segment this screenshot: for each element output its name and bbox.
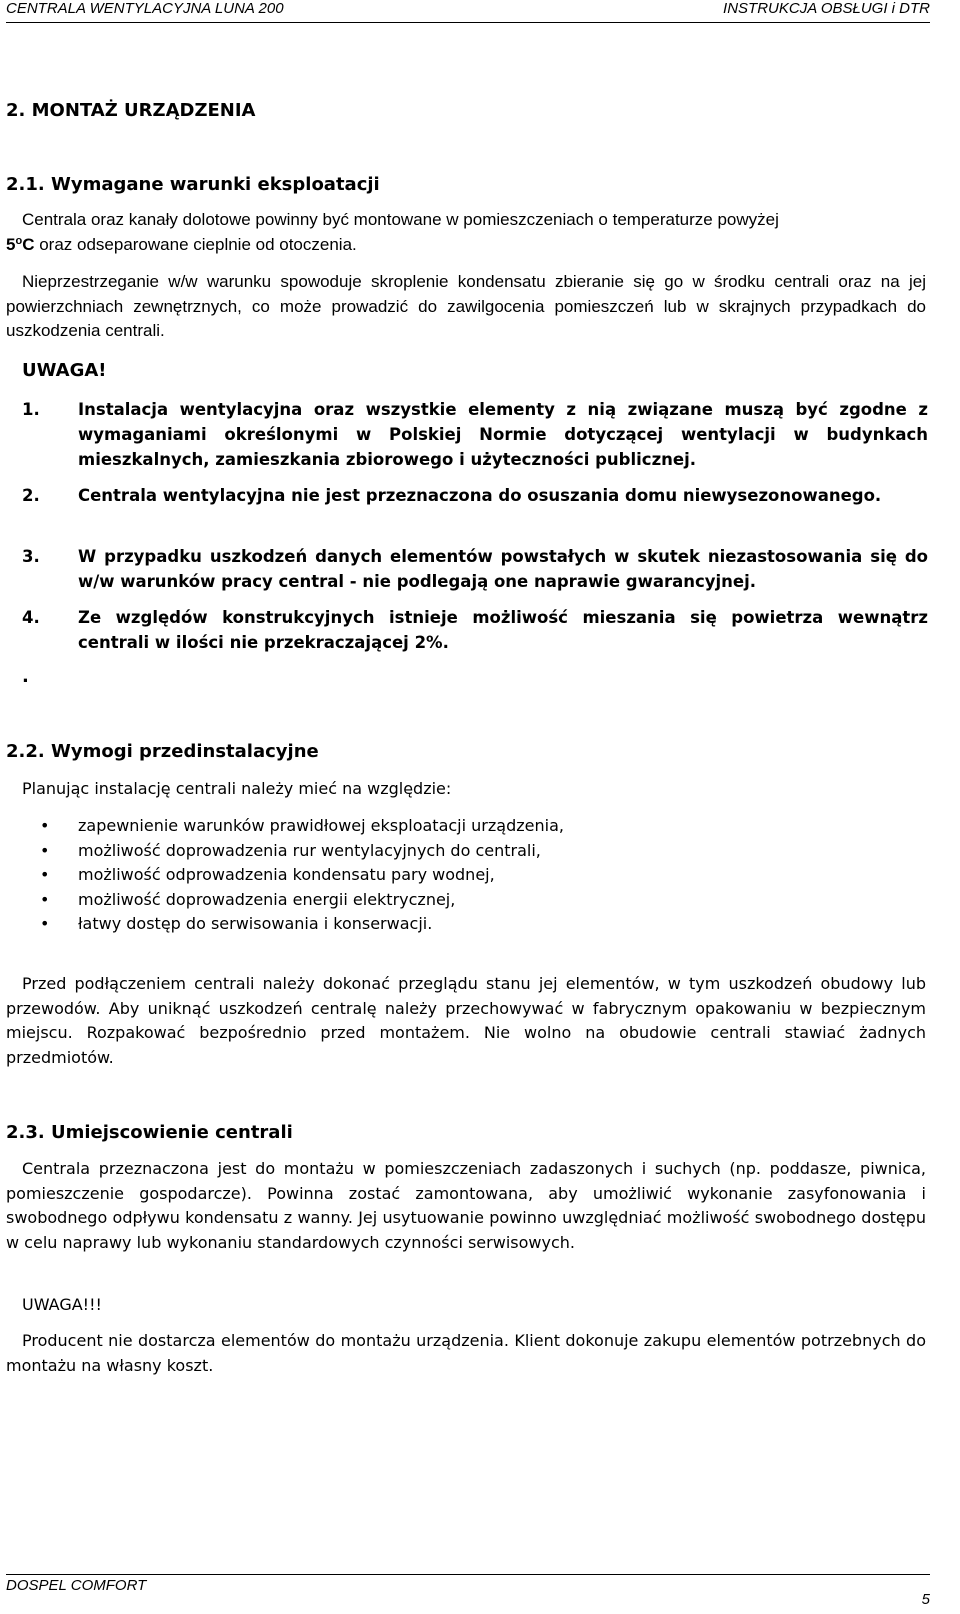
paragraph-producer-note: Producent nie dostarcza elementów do montażu urządzenia. Klient dokonuje zakupu elementów potrzebnych do montażu na własny koszt. [6, 1331, 926, 1375]
bullet-glyph: • [40, 816, 50, 835]
bullet-glyph: • [40, 840, 50, 860]
warning-item [22, 397, 928, 472]
list-item-text: możliwość doprowadzenia energii elektrycznej, [78, 889, 456, 909]
stray-dot: . [22, 666, 29, 687]
degree-sign: o [15, 235, 23, 247]
warning-text: Instalacja wentylacyjna oraz wszystkie elementy z nią związane muszą być zgodne z wymaganiami określonymi w Polskiej Normie dotyczącej wentylacji w budynkach mieszkalnych, zamieszkania zbiorowego i użyteczności publicznej. [78, 400, 928, 469]
warning-number: 3. [22, 547, 40, 566]
paragraph-placement: Centrala przeznaczona jest do montażu w pomieszczeniach zadaszonych i suchych (np. poddasze, piwnica, pomieszczenie gospodarcze). Powinna zostać zamontowana, aby umożliwić wykonanie zasyfonowania i swobodnego odpływu kondensatu z wanny. Jej usytuowanie powinno uwzględniać możliwość swobodnego dostępu w celu naprawy lub wykonaniu standardowych czynności serwisowych. [6, 1159, 926, 1252]
warning-item [22, 483, 928, 508]
list-item-text: łatwy dostęp do serwisowania i konserwacji. [78, 914, 433, 933]
paragraph-inspection: Przed podłączeniem centrali należy dokonać przeglądu stanu jej elementów, w tym uszkodzeń obudowy lub przewodów. Aby uniknąć uszkodzeń centralę należy przechowywać w fabrycznym opakowaniu w bezpiecznym miejscu. Rozpakować bezpośrednio przed montażem. Nie wolno na obudowie centrali stawiać żadnych przedmiotów. [6, 974, 926, 1067]
header-product-name: CENTRALA WENTYLACYJNA LUNA 200 [6, 0, 284, 17]
temperature-rest: oraz odseparowane cieplnie od otoczenia. [34, 235, 357, 254]
warning-text: W przypadku uszkodzeń danych elementów powstałych w skutek niezastosowania się do w/w warunków pracy central - nie podlegają one naprawie gwarancyjnej. [78, 547, 928, 591]
warning-title: UWAGA! [22, 360, 107, 381]
warning-number: 1. [22, 400, 40, 419]
subsection-title-wymogi: 2.2. Wymogi przedinstalacyjne [6, 741, 319, 762]
page-number: 5 [921, 1591, 930, 1608]
page-footer [6, 1574, 930, 1611]
list-item-text: zapewnienie warunków prawidłowej eksploatacji urządzenia, [78, 816, 564, 835]
warning-text: Centrala wentylacyjna nie jest przeznaczona do osuszania domu niewysezonowanego. [78, 486, 882, 505]
paragraph-temperature-line2 [6, 233, 357, 260]
temperature-value: 5 [6, 235, 16, 254]
temperature-unit: C [22, 235, 35, 254]
list-item [40, 839, 541, 864]
bullet-glyph: • [40, 865, 50, 884]
subsection-title-warunki: 2.1. Wymagane warunki eksploatacji [6, 174, 380, 195]
header-document-type: INSTRUKCJA OBSŁUGI i DTR [723, 0, 930, 17]
warning-number: 2. [22, 486, 40, 505]
list-item [40, 814, 564, 839]
list-item-text: możliwość odprowadzenia kondensatu pary wodnej, [78, 865, 495, 884]
list-item-text: możliwość doprowadzenia rur wentylacyjnych do centrali, [78, 840, 541, 860]
warning-number: 4. [22, 608, 40, 627]
subsection-title-umiejscowienie: 2.3. Umiejscowienie centrali [6, 1122, 293, 1143]
section-title-montaz: 2. MONTAŻ URZĄDZENIA [6, 100, 256, 121]
warning-label: UWAGA!!! [22, 1295, 102, 1314]
warning-item [22, 544, 928, 594]
footer-company-name: DOSPEL COMFORT [6, 1577, 147, 1594]
paragraph-condensation: Nieprzestrzeganie w/w warunku spowoduje skroplenie kondensatu zbieranie się go w środku centrali oraz na jej powierzchniach zewnętrznych, co może prowadzić do zawilgocenia pomieszczeń lub w skrajnych przypadkach do uszkodzenia centrali. [6, 272, 926, 341]
list-item [40, 888, 455, 913]
bullet-glyph: • [40, 889, 50, 909]
paragraph-temperature-line1: Centrala oraz kanały dolotowe powinny być montowane w pomieszczeniach o temperaturze powyżej [22, 210, 779, 229]
paragraph-planning-intro: Planując instalację centrali należy mieć na względzie: [22, 779, 452, 798]
list-item [40, 912, 432, 937]
list-item [40, 863, 495, 888]
bullet-glyph: • [40, 914, 50, 933]
warning-text: Ze względów konstrukcyjnych istnieje możliwość mieszania się powietrza wewnątrz centrali w ilości nie przekraczającej 2%. [78, 608, 928, 652]
warning-item [22, 605, 928, 655]
page-header [6, 0, 930, 23]
